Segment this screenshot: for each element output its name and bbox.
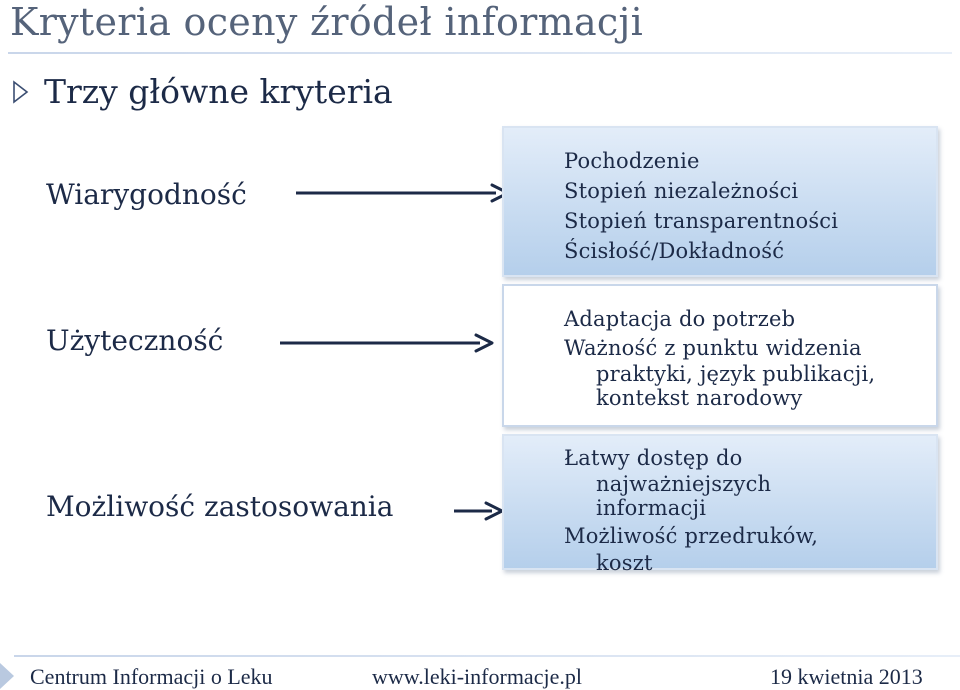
footer	[0, 655, 960, 689]
footer-divider	[14, 655, 960, 657]
detail-line: Pochodzenie	[564, 149, 700, 173]
footer-date: 19 kwietnia 2013	[770, 664, 923, 689]
detail-line: Możliwość przedruków,	[564, 524, 819, 548]
criterion-label-mozliwosc-zastosowania: Możliwość zastosowania	[46, 490, 394, 523]
detail-line: Ścisłość/Dokładność	[564, 239, 785, 263]
detail-line: kontekst narodowy	[596, 386, 803, 410]
footer-url[interactable]: www.leki-informacje.pl	[372, 664, 582, 689]
details-box-mozliwosc-zastosowania	[502, 434, 938, 575]
detail-line: Stopień transparentności	[564, 209, 839, 233]
criterion-label-wiarygodnosc: Wiarygodność	[46, 178, 247, 211]
title-divider	[8, 52, 952, 54]
footer-triangle-icon	[0, 663, 16, 689]
arrow-icon	[296, 182, 512, 204]
details-list	[564, 146, 838, 266]
detail-line: najważniejszych	[596, 472, 772, 496]
detail-line: informacji	[596, 496, 707, 520]
detail-line: Adaptacja do potrzeb	[564, 307, 796, 331]
triangle-bullet-icon	[12, 80, 30, 104]
detail-line: Ważność z punktu widzenia	[564, 336, 862, 360]
details-box-wiarygodnosc	[502, 126, 938, 277]
details-box-uzytecznosc	[502, 284, 938, 427]
bullet-text: Trzy główne kryteria	[44, 72, 393, 111]
detail-line: koszt	[596, 551, 653, 575]
details-list	[564, 304, 875, 410]
arrow-icon	[454, 500, 506, 522]
detail-line: Łatwy dostęp do	[564, 446, 743, 470]
criterion-label-uzytecznosc: Użyteczność	[46, 324, 224, 357]
arrow-icon	[280, 332, 496, 354]
detail-line: praktyki, język publikacji,	[596, 362, 876, 386]
details-list	[564, 444, 818, 574]
slide-title: Kryteria oceny źródeł informacji	[10, 0, 644, 44]
detail-line: Stopień niezależności	[564, 179, 799, 203]
footer-org: Centrum Informacji o Leku	[30, 664, 273, 689]
